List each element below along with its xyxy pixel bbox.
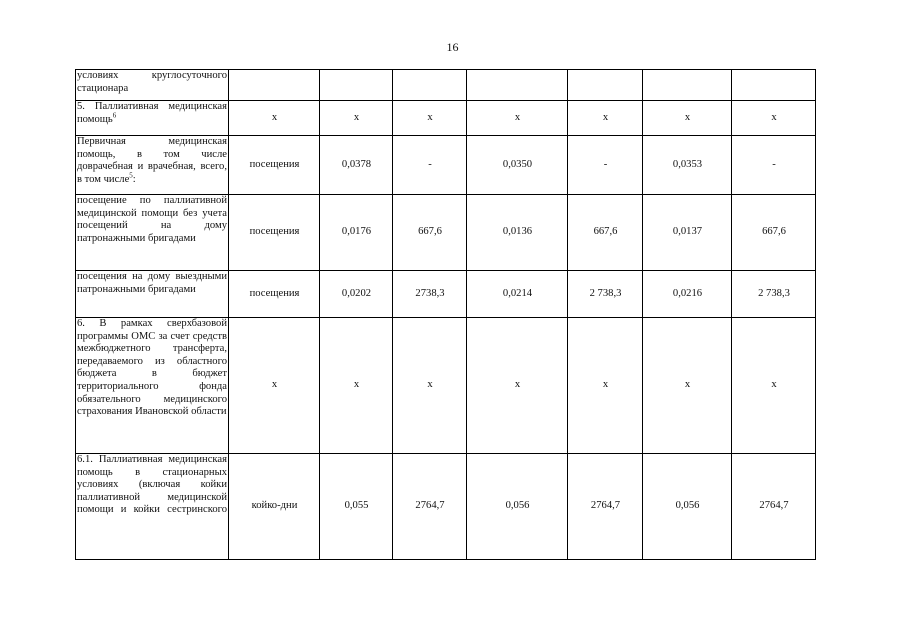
- footnote-marker: 5: [129, 171, 133, 180]
- unit-cell: посещения: [229, 136, 320, 195]
- value-cell: х: [393, 318, 467, 454]
- value-cell: х: [643, 318, 732, 454]
- value-cell: -: [568, 136, 643, 195]
- document-table: [75, 69, 816, 560]
- unit-cell: посещения: [229, 195, 320, 271]
- table-row: [76, 318, 816, 454]
- value-cell: х: [732, 318, 816, 454]
- value-cell: 0,056: [643, 454, 732, 560]
- table-row: [76, 271, 816, 318]
- row-name: 5. Паллиативная медицинская помощь$^6$: [76, 101, 229, 136]
- value-cell: 0,056: [467, 454, 568, 560]
- value-cell: [732, 70, 816, 101]
- value-cell: 667,6: [568, 195, 643, 271]
- value-cell: х: [568, 101, 643, 136]
- value-cell: [568, 70, 643, 101]
- value-cell: -: [393, 136, 467, 195]
- row-name: посещения на дому выездными патронажными бригадами: [76, 271, 229, 318]
- value-cell: х: [568, 318, 643, 454]
- value-cell: [320, 70, 393, 101]
- value-cell: 2764,7: [393, 454, 467, 560]
- unit-cell: х: [229, 101, 320, 136]
- value-cell: 0,0214: [467, 271, 568, 318]
- value-cell: [467, 70, 568, 101]
- value-cell: 0,0216: [643, 271, 732, 318]
- value-cell: 2764,7: [732, 454, 816, 560]
- page-number: 16: [446, 40, 459, 54]
- table-row: [76, 101, 816, 136]
- value-cell: 2738,3: [393, 271, 467, 318]
- value-cell: 0,055: [320, 454, 393, 560]
- value-cell: х: [467, 318, 568, 454]
- value-cell: -: [732, 136, 816, 195]
- row-name: посещение по паллиативной медицинской помощи без учета посещений на дому патронажными бригадами: [76, 195, 229, 271]
- value-cell: 0,0353: [643, 136, 732, 195]
- value-cell: х: [643, 101, 732, 136]
- value-cell: х: [320, 101, 393, 136]
- table-row: [76, 454, 816, 560]
- value-cell: х: [393, 101, 467, 136]
- row-name: условиях круглосуточного стационара: [76, 70, 229, 101]
- value-cell: 667,6: [732, 195, 816, 271]
- value-cell: 667,6: [393, 195, 467, 271]
- value-cell: 0,0176: [320, 195, 393, 271]
- value-cell: 0,0378: [320, 136, 393, 195]
- unit-cell: посещения: [229, 271, 320, 318]
- footnote-marker: 6: [112, 111, 117, 120]
- value-cell: [393, 70, 467, 101]
- value-cell: 2 738,3: [568, 271, 643, 318]
- unit-cell: койко-дни: [229, 454, 320, 560]
- table-row: [76, 136, 816, 195]
- value-cell: 0,0350: [467, 136, 568, 195]
- value-cell: 0,0136: [467, 195, 568, 271]
- value-cell: 0,0137: [643, 195, 732, 271]
- value-cell: 0,0202: [320, 271, 393, 318]
- value-cell: х: [320, 318, 393, 454]
- table-row: [76, 195, 816, 271]
- row-name: 6.1. Паллиативная медицинская помощь в стационарных условиях (включая койки паллиативной медицинской помощи и койки сестринского: [76, 454, 229, 560]
- value-cell: [643, 70, 732, 101]
- value-cell: х: [467, 101, 568, 136]
- value-cell: 2 738,3: [732, 271, 816, 318]
- table-row: [76, 70, 816, 101]
- value-cell: х: [732, 101, 816, 136]
- unit-cell: [229, 70, 320, 101]
- row-name: Первичная медицинская помощь, в том числе доврачебная и врачебная, всего, в том числе$^5$:: [76, 136, 229, 195]
- unit-cell: х: [229, 318, 320, 454]
- row-name: 6. В рамках сверхбазовой программы ОМС за счет средств межбюджетного трансферта, передаваемого из областного бюджета в бюджет территориального фонда обязательного медицинского страхования Ивановской области: [76, 318, 229, 454]
- value-cell: 2764,7: [568, 454, 643, 560]
